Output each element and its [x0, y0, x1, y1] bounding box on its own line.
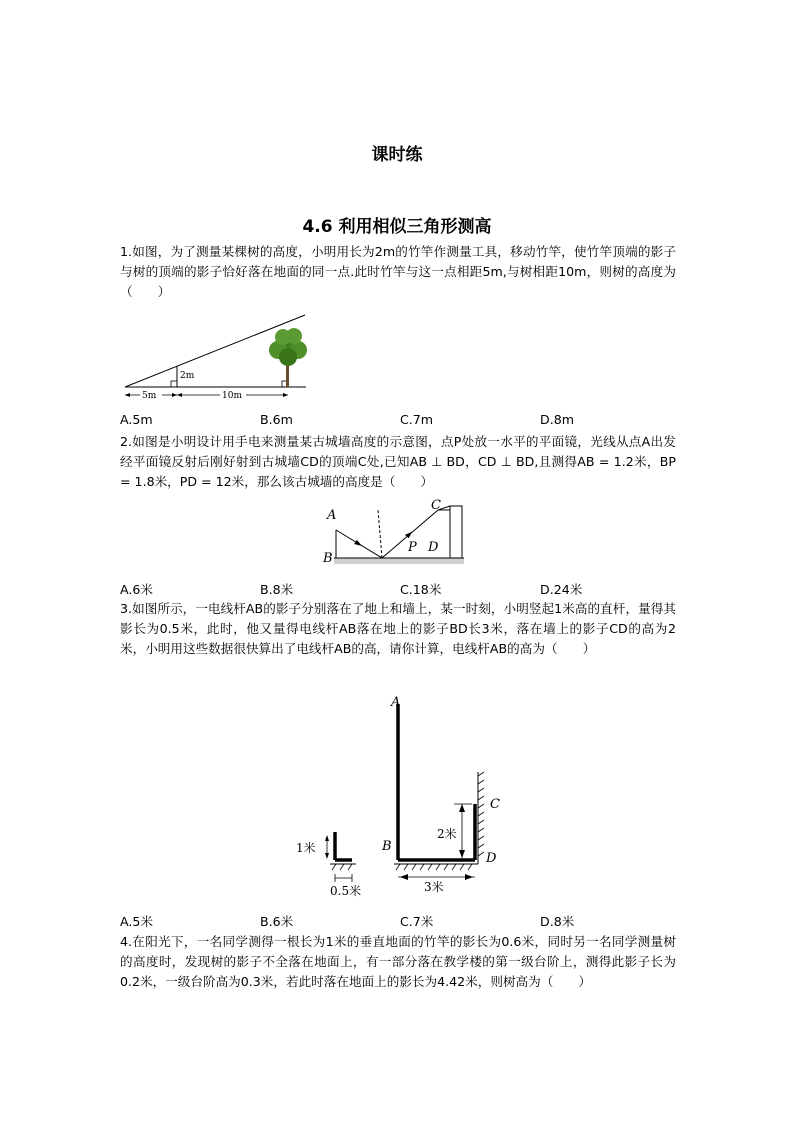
point-a-label: A	[391, 695, 401, 710]
point-b-label: B	[382, 839, 392, 854]
question-1-figure	[120, 312, 320, 404]
ground-shadow-label: 3米	[424, 880, 444, 894]
question-3-text: 3.如图所示，一电线杆AB的影子分别落在了地上和墙上，某一时刻，小明竖起1米高的直杆，量得其影长为0.5米，此时，他又量得电线杆AB落在地上的影子BD长3米，落在墙上的影子CD的高为2米，小明用这些数据很快算出了电线杆AB的高，请你计算，电线杆AB的高为（ ）	[120, 601, 676, 656]
point-c-label: C	[431, 498, 441, 513]
city-wall	[450, 506, 462, 558]
option-d[interactable]: D.24米	[540, 582, 583, 597]
option-c[interactable]: C.7m	[400, 412, 434, 427]
question-2-options	[120, 579, 680, 597]
stick-height-label: 1米	[296, 841, 316, 855]
option-d[interactable]: D.8米	[540, 914, 575, 929]
distance-5m-label: 5m	[142, 391, 157, 401]
option-b[interactable]: B.6m	[260, 412, 293, 427]
question-3-figure	[290, 692, 510, 902]
stick-shadow-label: 0.5米	[330, 884, 362, 898]
right-angle-mark	[171, 381, 177, 387]
tree-icon	[269, 328, 307, 387]
distance-10m-label: 10m	[222, 391, 242, 401]
option-a[interactable]: A.6米	[120, 582, 154, 597]
option-a[interactable]: A.5m	[120, 412, 153, 427]
question-1-options	[120, 412, 680, 430]
page-heading: 课时练	[371, 145, 423, 165]
question-3-options	[120, 911, 680, 929]
pole-length-label: 2m	[180, 371, 195, 381]
wall-height-label: 2米	[437, 827, 457, 841]
option-c[interactable]: C.18米	[400, 582, 442, 597]
wall-hatching	[478, 772, 484, 856]
option-b[interactable]: B.6米	[260, 914, 294, 929]
question-2-figure	[320, 500, 470, 570]
section-title: 4.6 利用相似三角形测高	[302, 217, 492, 237]
point-p-label: P	[408, 540, 417, 555]
question-2-text: 2.如图是小明设计用手电来测量某古城墙高度的示意图，点P处放一水平的平面镜，光线从点A出发经平面镜反射后刚好射到古城墙CD的顶端C处,已知AB ⊥ BD，CD ⊥ BD,且测得AB = 1.2米，BP = 1.8米，PD = 12米，那么该古城墙的高度是（ ）	[120, 434, 676, 489]
question-4-text: 4.在阳光下，一名同学测得一根长为1米的垂直地面的竹竿的影长为0.6米，同时另一名同学测量树的高度时，发现树的影子不全落在地面上，有一部分落在教学楼的第一级台阶上，测得此影子长为0.2米，一级台阶高为0.3米，若此时落在地面上的影长为4.42米，则树高为（ ）	[120, 934, 676, 989]
point-b-label: B	[323, 551, 333, 566]
option-a[interactable]: A.5米	[120, 914, 154, 929]
point-d-label: D	[486, 851, 497, 866]
point-d-label: D	[428, 540, 439, 555]
ground-hatching	[396, 864, 472, 870]
option-c[interactable]: C.7米	[400, 914, 434, 929]
option-b[interactable]: B.8米	[260, 582, 294, 597]
point-a-label: A	[327, 508, 337, 523]
point-c-label: C	[490, 797, 500, 812]
mirror-normal	[378, 510, 382, 558]
question-1-text: 1.如图，为了测量某棵树的高度，小明用长为2m的竹竿作测量工具，移动竹竿，使竹竿顶端的影子与树的顶端的影子恰好落在地面的同一点.此时竹竿与这一点相距5m,与树相距10m，则树的高度为（ ）	[120, 244, 676, 299]
ground-shading	[334, 558, 464, 564]
option-d[interactable]: D.8m	[540, 412, 574, 427]
